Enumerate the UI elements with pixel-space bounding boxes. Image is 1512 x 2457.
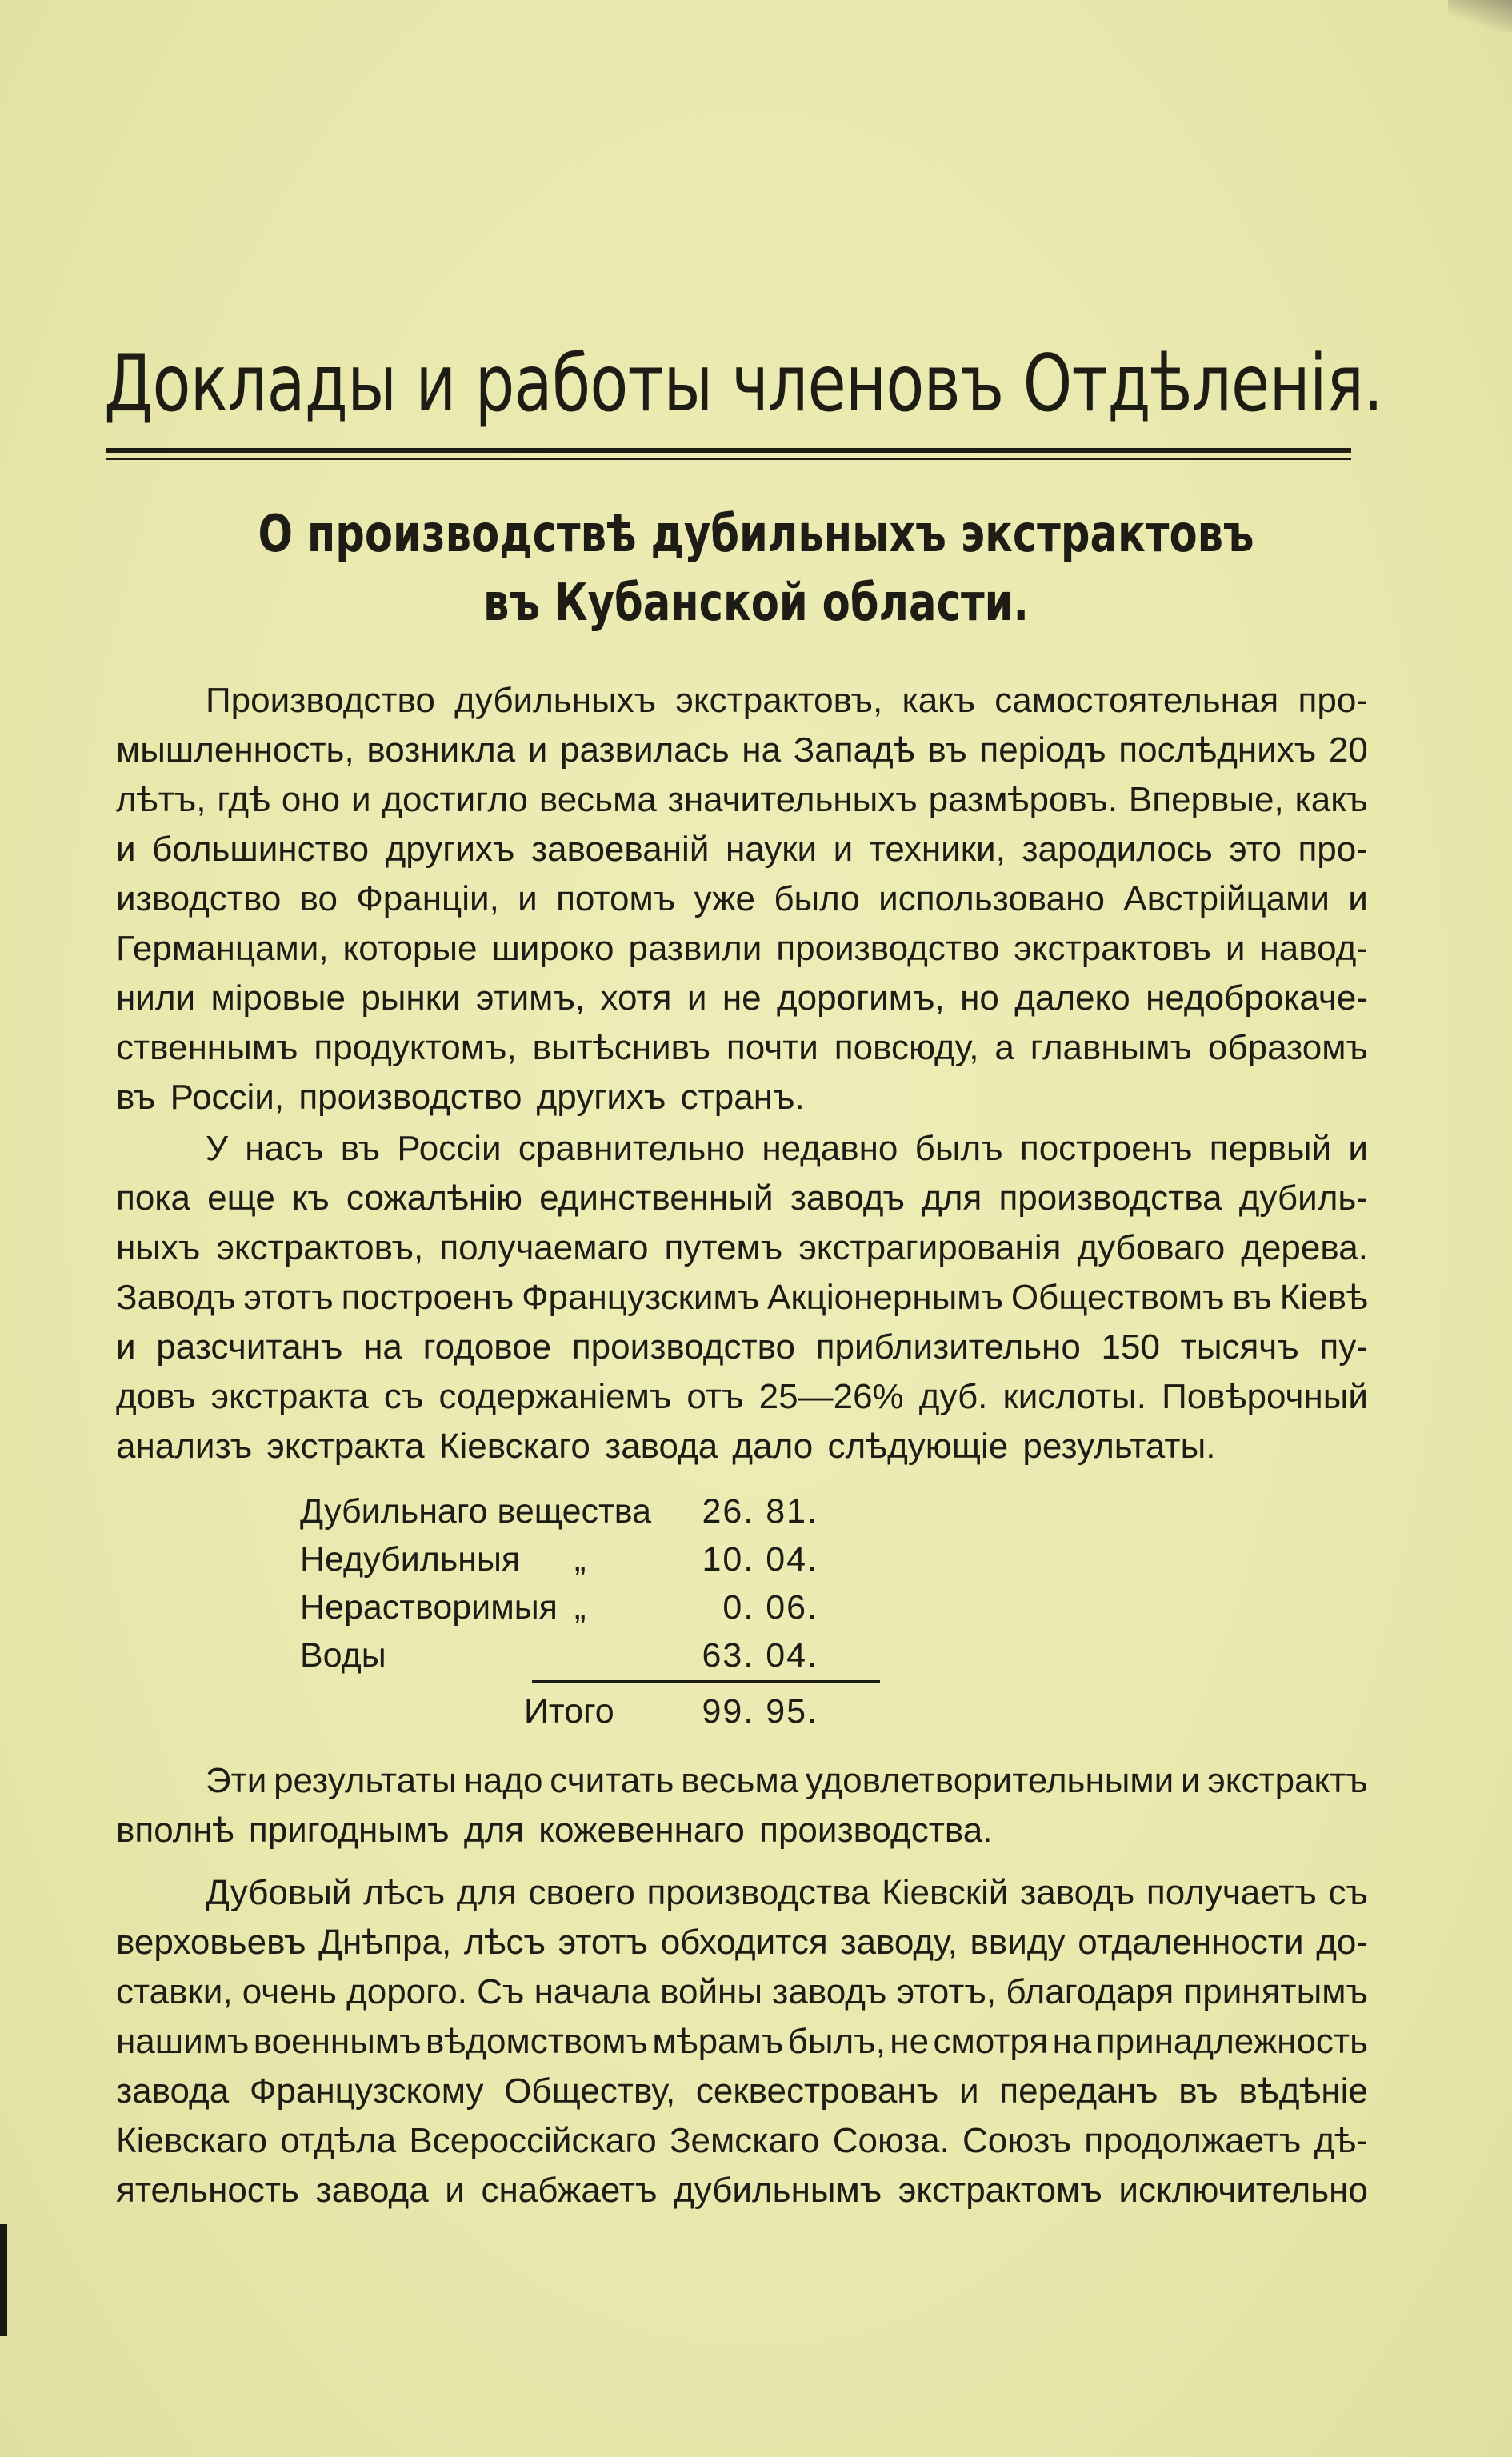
paragraph-line: и большинство другихъ завоеваній науки и техники, зародилось это про-	[116, 830, 1368, 869]
analysis-row	[300, 1588, 884, 1636]
analysis-row	[300, 1492, 884, 1540]
section-heading: Доклады и работы членовъ Отдѣленія.	[104, 338, 1383, 430]
heading-rule-thin	[106, 458, 1351, 460]
ditto-mark: „	[574, 1540, 586, 1579]
analysis-value: 0. 06.	[722, 1588, 818, 1627]
analysis-row	[300, 1636, 884, 1684]
paragraph-2	[116, 1124, 1368, 1471]
paragraph-line: нили міровые рынки этимъ, хотя и не дорогимъ, но далеко недоброкаче-	[116, 978, 1368, 1018]
heading-rule-thick	[106, 448, 1351, 453]
paragraph-line: ственнымъ продуктомъ, вытѣснивъ почти повсюду, а главнымъ образомъ	[116, 1028, 1368, 1067]
paragraph-line: и разсчитанъ на годовое производство приблизительно 150 тысячъ пу-	[116, 1327, 1368, 1367]
analysis-table	[300, 1492, 884, 1684]
binding-edge-mark	[0, 2224, 7, 2336]
article-title-line-1: О производствѣ дубильныхъ экстрактовъ	[258, 505, 1254, 564]
paragraph-line: Дубовый лѣсъ для своего производства Кіевскій заводъ получаетъ съ	[206, 1873, 1368, 1912]
paragraph-line: ныхъ экстрактовъ, получаемаго путемъ экстрагированія дубоваго дерева.	[116, 1228, 1368, 1267]
ditto-mark: „	[574, 1588, 586, 1627]
page-corner-shadow	[1448, 0, 1512, 32]
analysis-total-label: Итого	[524, 1692, 614, 1731]
article-title	[120, 500, 1392, 638]
paragraph-line: ставки, очень дорого. Съ начала войны заводъ этотъ, благодаря принятымъ	[116, 1972, 1368, 2011]
article-title-line-2: въ Кубанской области.	[483, 574, 1029, 633]
paragraph-line: ятельность завода и снабжаетъ дубильнымъ экстрактомъ исключительно	[116, 2171, 1368, 2210]
paragraph-line: Германцами, которые широко развили производство экстрактовъ и навод-	[116, 929, 1368, 968]
paragraph-line: изводство во Франціи, и потомъ уже было использовано Австрійцами и	[116, 879, 1368, 918]
paragraph-line: Эти результаты надо считать весьма удовлетворительными и экстрактъ	[206, 1761, 1368, 1800]
paragraph-line: У насъ въ Россіи сравнительно недавно былъ построенъ первый и	[206, 1129, 1368, 1168]
analysis-row	[300, 1540, 884, 1588]
analysis-sum-rule	[532, 1680, 880, 1683]
analysis-value: 10. 04.	[702, 1540, 818, 1579]
paragraph-1	[116, 676, 1368, 1122]
paragraph-line: довъ экстракта съ содержаніемъ отъ 25—26% дуб. кислоты. Повѣрочный	[116, 1377, 1368, 1416]
paragraph-line: Производство дубильныхъ экстрактовъ, какъ самостоятельная про-	[206, 681, 1368, 720]
paragraph-3	[116, 1756, 1368, 1855]
paragraph-line: анализъ экстракта Кіевскаго завода дало слѣдующіе результаты.	[116, 1427, 1216, 1466]
analysis-value: 26. 81.	[702, 1492, 818, 1531]
analysis-label: Недубильныя	[300, 1540, 521, 1579]
paragraph-4	[116, 1868, 1368, 2215]
analysis-label: Дубильнаго вещества	[300, 1492, 652, 1531]
paragraph-line: въ Россіи, производство другихъ странъ.	[116, 1078, 805, 1117]
paragraph-line: Кіевскаго отдѣла Всероссійскаго Земскаго Союза. Союзъ продолжаетъ дѣ-	[116, 2121, 1368, 2160]
paragraph-line: верховьевъ Днѣпра, лѣсъ этотъ обходится заводу, ввиду отдаленности до-	[116, 1923, 1368, 1962]
analysis-label: Нерастворимыя	[300, 1588, 558, 1627]
paragraph-line: лѣтъ, гдѣ оно и достигло весьма значительныхъ размѣровъ. Впервые, какъ	[116, 780, 1368, 819]
paragraph-line: пока еще къ сожалѣнію единственный заводъ для производства дубиль-	[116, 1178, 1368, 1218]
paragraph-line: завода Французскому Обществу, секвестрованъ и переданъ въ вѣдѣніе	[116, 2071, 1368, 2111]
analysis-total-value: 99. 95.	[702, 1692, 818, 1731]
paragraph-line: вполнѣ пригоднымъ для кожевеннаго производства.	[116, 1811, 993, 1850]
paragraph-line: мышленность, возникла и развилась на Западѣ въ періодъ послѣднихъ 20	[116, 730, 1368, 770]
paragraph-line: нашимъ военнымъ вѣдомствомъ мѣрамъ былъ, не смотря на принадлежность	[116, 2022, 1368, 2061]
analysis-label: Воды	[300, 1636, 386, 1675]
paragraph-line: Заводъ этотъ построенъ Французскимъ Акціонернымъ Обществомъ въ Кіевѣ	[116, 1278, 1368, 1317]
analysis-value: 63. 04.	[702, 1636, 818, 1675]
